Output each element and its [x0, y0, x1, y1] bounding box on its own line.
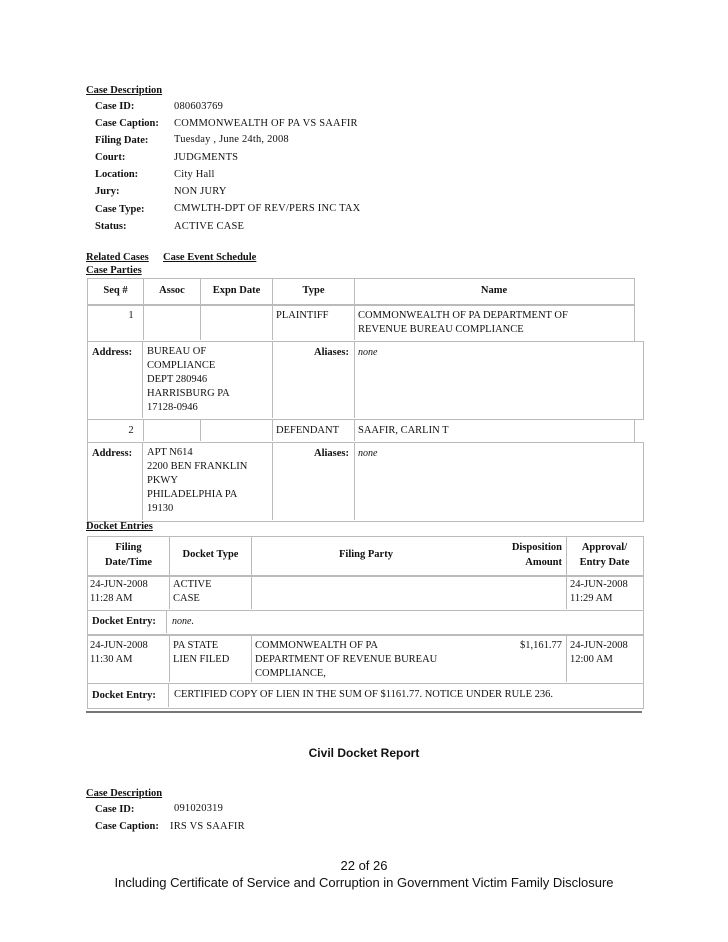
- filing-header-line2: Date/Time: [104, 557, 153, 568]
- party-name-line1: COMMONWEALTH OF PA DEPARTMENT OF: [358, 310, 568, 321]
- disposition-header-line1: Disposition: [511, 542, 562, 553]
- address-line: 17128-0946: [147, 402, 198, 413]
- approval-header-line1: Approval/: [581, 542, 628, 553]
- docket-entries-heading: Docket Entries: [86, 521, 153, 532]
- aliases-label: Aliases:: [314, 448, 349, 459]
- docket-entry-text: none.: [172, 616, 194, 627]
- party-name-line2: REVENUE BUREAU COMPLIANCE: [358, 324, 524, 335]
- case-type-value: CMWLTH-DPT OF REV/PERS INC TAX: [174, 203, 361, 214]
- court-label: Court:: [95, 152, 126, 163]
- address-line: HARRISBURG PA: [147, 388, 230, 399]
- case-caption-value: COMMONWEALTH OF PA VS SAAFIR: [174, 118, 358, 129]
- docket-type-header: Docket Type: [182, 549, 239, 560]
- entry-date: 24-JUN-2008: [90, 579, 148, 590]
- filing-header-line1: Filing: [115, 542, 142, 553]
- entry-amount: $1,161.77: [520, 640, 562, 651]
- location-label: Location:: [95, 169, 139, 180]
- case-caption-label: Case Caption:: [95, 821, 159, 832]
- docket-entry-row: [87, 575, 644, 611]
- case-description-heading: Case Description: [86, 788, 163, 799]
- address-line: 19130: [147, 503, 174, 514]
- related-cases-link[interactable]: Related Cases: [86, 252, 149, 263]
- entry-party-line2: DEPARTMENT OF REVENUE BUREAU: [255, 654, 438, 665]
- page-number: 22 of 26: [340, 858, 388, 873]
- aliases-value: none: [358, 347, 378, 358]
- location-value: City Hall: [174, 169, 215, 180]
- docket-entry-label: Docket Entry:: [92, 690, 156, 701]
- type-header: Type: [302, 285, 325, 296]
- address-line: PKWY: [147, 475, 178, 486]
- address-label: Address:: [92, 347, 133, 358]
- entry-date: 24-JUN-2008: [90, 640, 148, 651]
- case-parties-heading: Case Parties: [86, 265, 142, 276]
- address-line: COMPLIANCE: [147, 360, 216, 371]
- document-title: Including Certificate of Service and Corruption in Government Victim Family Disclosure: [114, 875, 614, 890]
- entry-type-line2: CASE: [173, 593, 200, 604]
- entry-approval-date: 24-JUN-2008: [570, 640, 628, 651]
- aliases-label: Aliases:: [314, 347, 349, 358]
- case-id-value: 080603769: [174, 101, 224, 112]
- assoc-header: Assoc: [159, 285, 185, 296]
- case-caption-label: Case Caption:: [95, 118, 159, 129]
- address-line: 2200 BEN FRANKLIN: [147, 461, 248, 472]
- docket-entry-note-row: [87, 610, 644, 635]
- court-value: JUDGMENTS: [174, 152, 239, 163]
- aliases-value: none: [358, 448, 378, 459]
- jury-value: NON JURY: [174, 186, 227, 197]
- address-line: DEPT 280946: [147, 374, 208, 385]
- report-title: Civil Docket Report: [308, 746, 420, 760]
- address-line: APT N614: [147, 447, 193, 458]
- case-event-schedule-link[interactable]: Case Event Schedule: [163, 252, 257, 263]
- case-description-heading: Case Description: [86, 85, 163, 96]
- filing-party-header: Filing Party: [339, 549, 393, 560]
- entry-type-line2: LIEN FILED: [173, 654, 230, 665]
- address-line: BUREAU OF: [147, 346, 207, 357]
- filing-date-label: Filing Date:: [95, 135, 149, 146]
- status-value: ACTIVE CASE: [174, 221, 245, 232]
- address-line: PHILADELPHIA PA: [147, 489, 238, 500]
- docket-entry-label: Docket Entry:: [92, 616, 156, 627]
- address-label: Address:: [92, 448, 133, 459]
- case-id-value: 091020319: [174, 803, 224, 814]
- entry-approval-time: 11:29 AM: [570, 593, 613, 604]
- party-type: PLAINTIFF: [276, 310, 329, 321]
- disposition-header-line2: Amount: [525, 557, 562, 568]
- entry-time: 11:28 AM: [90, 593, 133, 604]
- case-caption-value: IRS VS SAAFIR: [170, 821, 245, 832]
- approval-header-line2: Entry Date: [579, 557, 630, 568]
- party-seq: 2: [128, 425, 134, 436]
- seq-header: Seq #: [103, 285, 128, 296]
- entry-type-line1: PA STATE: [173, 640, 219, 651]
- party-type: DEFENDANT: [276, 425, 339, 436]
- name-header: Name: [480, 285, 508, 296]
- docket-entry-text: CERTIFIED COPY OF LIEN IN THE SUM OF $1161.77. NOTICE UNDER RULE 236.: [174, 689, 554, 700]
- jury-label: Jury:: [95, 186, 120, 197]
- entry-type-line1: ACTIVE: [173, 579, 212, 590]
- case-type-label: Case Type:: [95, 204, 145, 215]
- entry-approval-time: 12:00 AM: [570, 654, 613, 665]
- entry-approval-date: 24-JUN-2008: [570, 579, 628, 590]
- entry-party-line1: COMMONWEALTH OF PA: [255, 640, 378, 651]
- expn-date-header: Expn Date: [212, 285, 261, 296]
- filing-date-value: Tuesday , June 24th, 2008: [174, 134, 289, 145]
- status-label: Status:: [95, 221, 127, 232]
- entry-party-line3: COMPLIANCE,: [255, 668, 326, 679]
- section-divider: [86, 711, 642, 713]
- party-seq: 1: [128, 310, 134, 321]
- party-name-line1: SAAFIR, CARLIN T: [358, 425, 449, 436]
- entry-time: 11:30 AM: [90, 654, 133, 665]
- case-id-label: Case ID:: [95, 804, 135, 815]
- case-id-label: Case ID:: [95, 101, 135, 112]
